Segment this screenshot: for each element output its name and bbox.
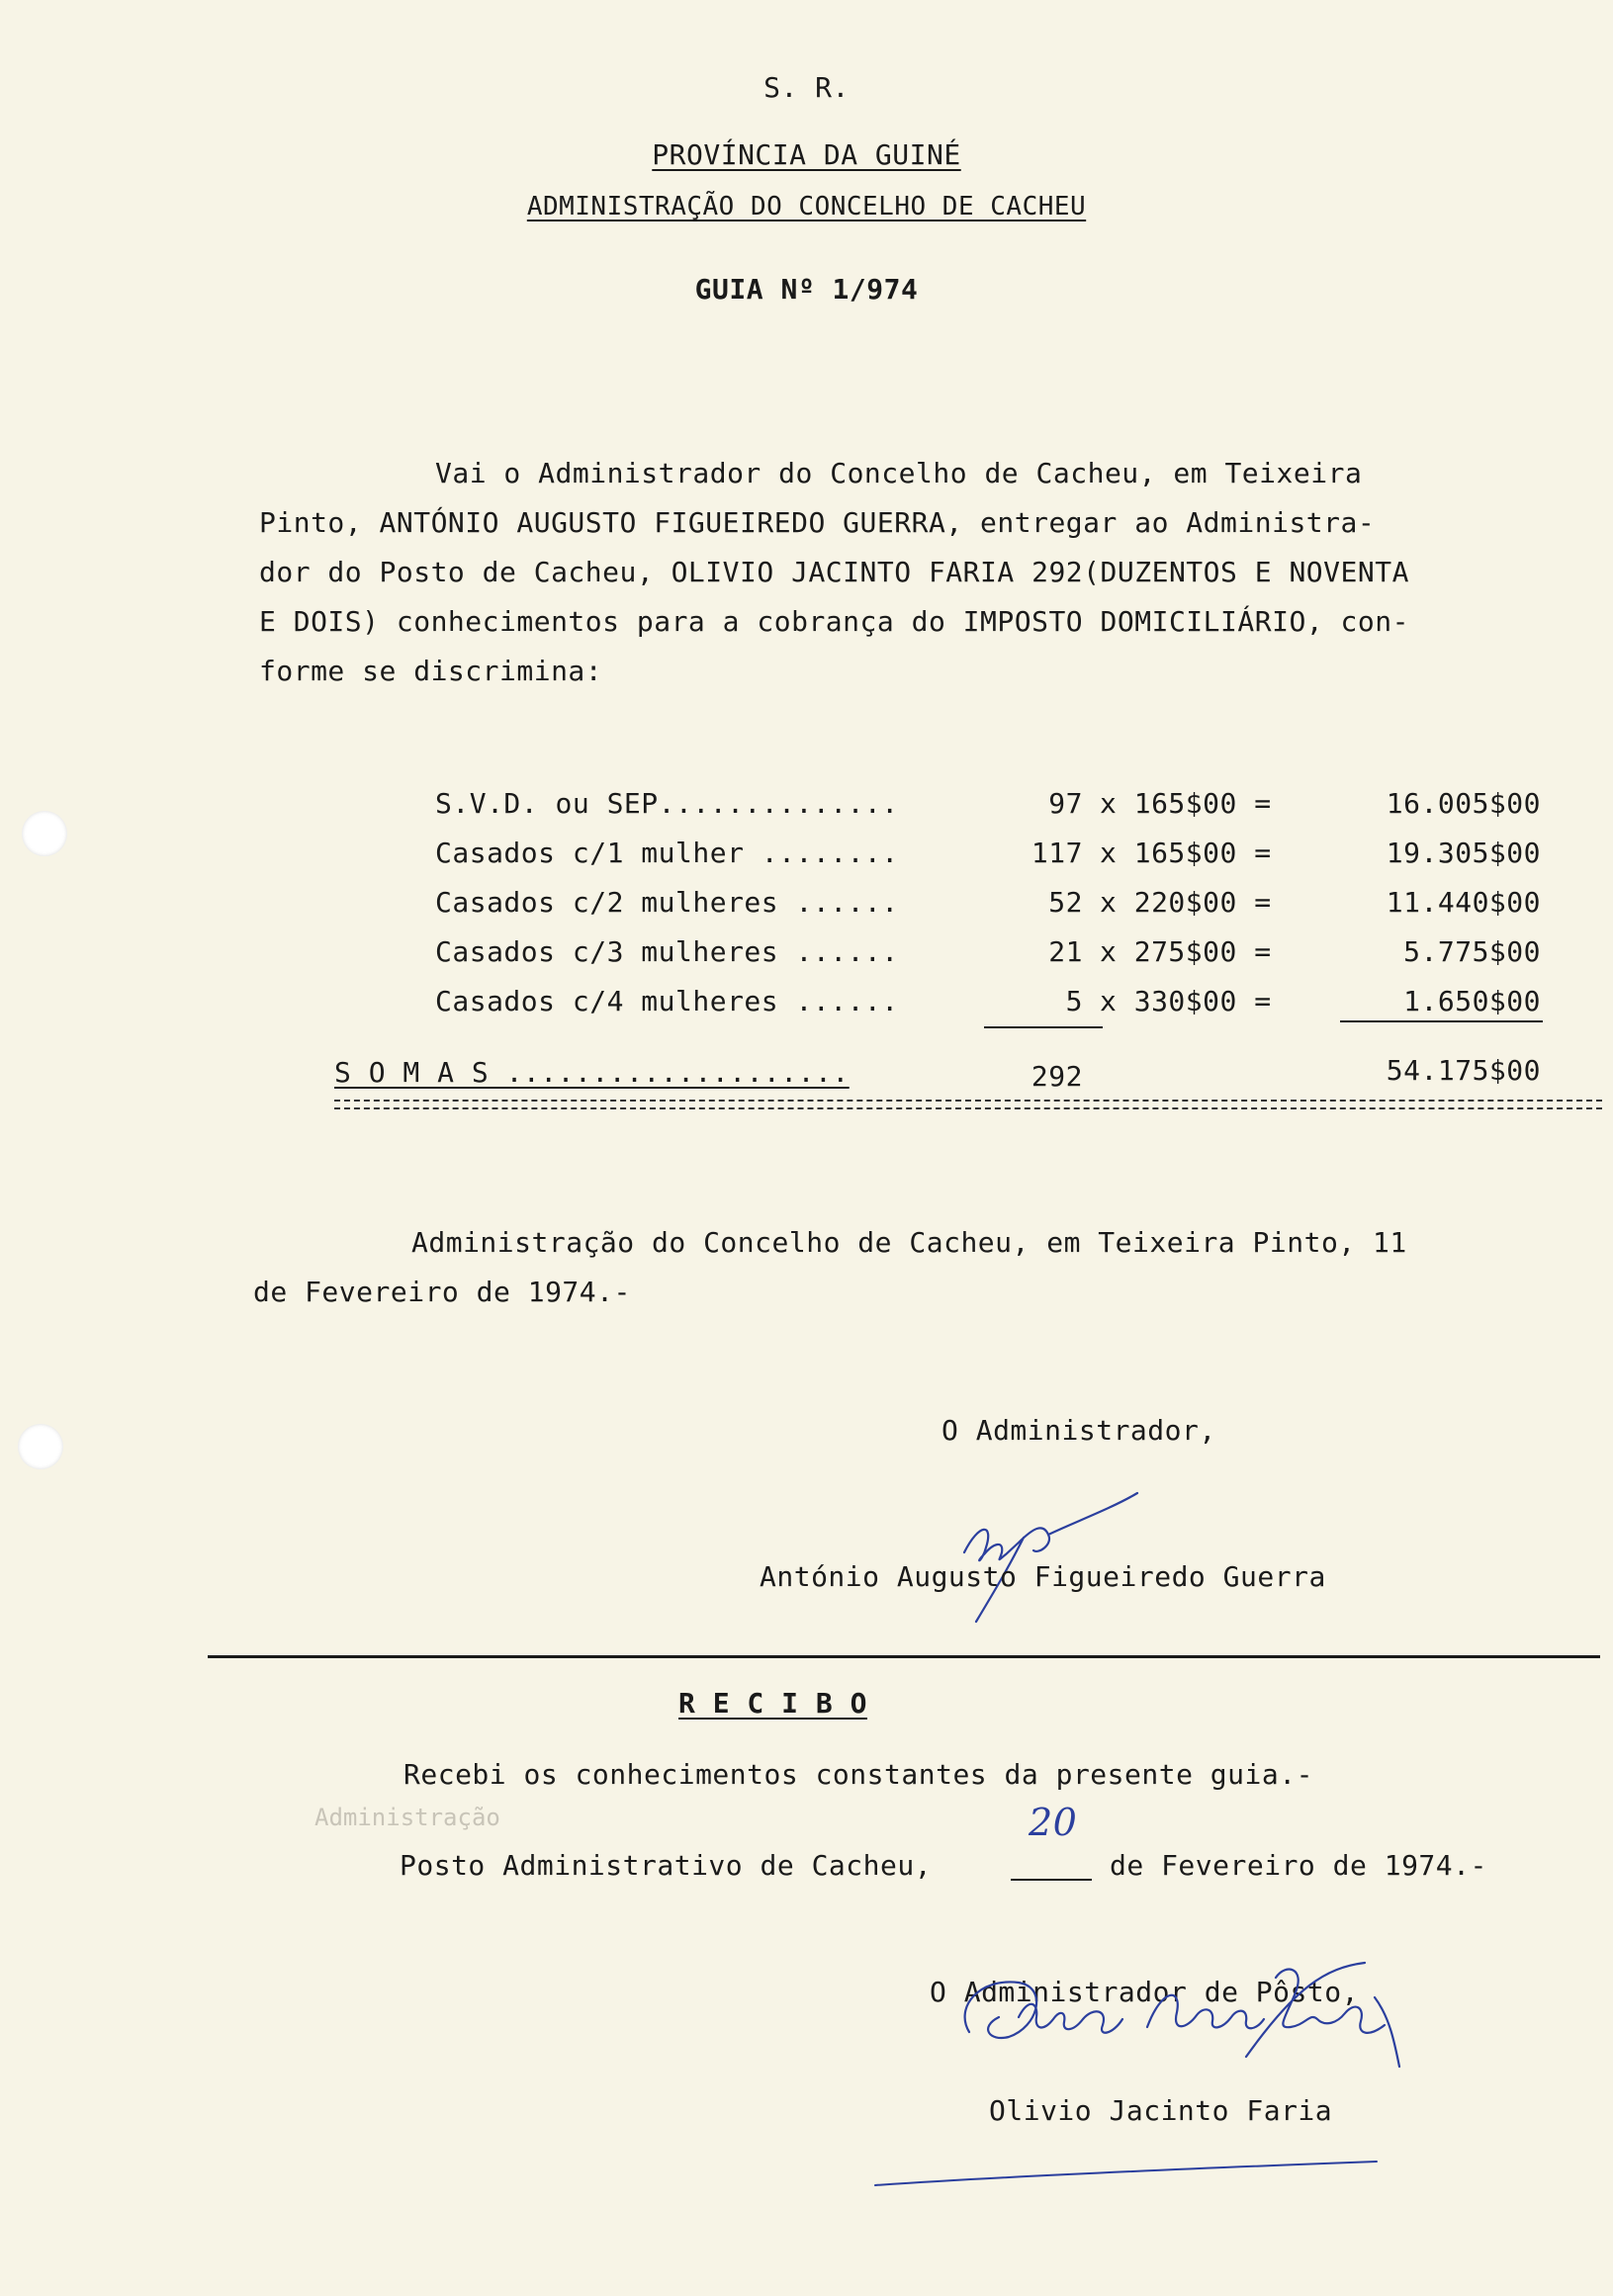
sums-qty: 292	[1031, 1060, 1083, 1093]
header-province: PROVÍNCIA DA GUINÉ	[652, 138, 961, 171]
guia-number: GUIA Nº 1/974	[694, 273, 919, 306]
row-total: 1.650$00	[1403, 985, 1541, 1017]
row-rate: x 165$00 =	[1100, 787, 1272, 820]
sums-label: S O M A S ....................	[334, 1056, 850, 1089]
receipt-line-2a: Posto Administrativo de Cacheu,	[400, 1849, 933, 1882]
administrator-name: António Augusto Figueiredo Guerra	[760, 1560, 1326, 1593]
row-rate: x 220$00 =	[1100, 886, 1272, 919]
body-line-4: E DOIS) conhecimentos para a cobrança do IMPOSTO DOMICILIÁRIO, con-	[259, 605, 1409, 638]
header-administration: ADMINISTRAÇÃO DO CONCELHO DE CACHEU	[526, 192, 1087, 221]
row-label: S.V.D. ou SEP..............	[435, 787, 899, 820]
row-qty: 52	[1048, 886, 1083, 919]
closing-line-2: de Fevereiro de 1974.-	[253, 1276, 631, 1308]
row-total: 5.775$00	[1403, 935, 1541, 968]
body-line-5: forme se discrimina:	[259, 655, 603, 687]
post-administrator-role: O Administrador de Pôsto,	[930, 1976, 1359, 2008]
row-label: Casados c/4 mulheres ......	[435, 985, 899, 1017]
receipt-day-handwritten: 20	[1029, 1801, 1078, 1844]
sums-double-rule	[334, 1100, 1602, 1109]
row-label: Casados c/1 mulher ........	[435, 837, 899, 869]
qty-subtotal-rule	[984, 1026, 1103, 1028]
row-rate: x 165$00 =	[1100, 837, 1272, 869]
body-line-1: Vai o Administrador do Concelho de Cacheu, em Teixeira	[435, 457, 1363, 489]
row-label: Casados c/3 mulheres ......	[435, 935, 899, 968]
row-qty: 21	[1048, 935, 1083, 968]
body-line-2: Pinto, ANTÓNIO AUGUSTO FIGUEIREDO GUERRA, entregar ao Administra-	[259, 506, 1376, 539]
row-qty: 97	[1048, 787, 1083, 820]
post-administrator-signature	[949, 1958, 1424, 2076]
row-total: 16.005$00	[1386, 787, 1541, 820]
row-label: Casados c/2 mulheres ......	[435, 886, 899, 919]
receipt-line-2b: de Fevereiro de 1974.-	[1110, 1849, 1487, 1882]
row-qty: 117	[1031, 837, 1083, 869]
row-rate: x 330$00 =	[1100, 985, 1272, 1017]
total-subtotal-rule	[1340, 1020, 1543, 1022]
punch-hole-top	[22, 811, 67, 856]
administrator-role: O Administrador,	[941, 1414, 1216, 1447]
receipt-line-1: Recebi os conhecimentos constantes da presente guia.-	[403, 1758, 1313, 1791]
closing-line-1: Administração do Concelho de Cacheu, em Teixeira Pinto, 11	[411, 1226, 1407, 1259]
row-total: 11.440$00	[1386, 886, 1541, 919]
day-blank-line	[1011, 1879, 1092, 1881]
body-line-3: dor do Posto de Cacheu, OLIVIO JACINTO FARIA 292(DUZENTOS E NOVENTA	[259, 556, 1409, 588]
row-total: 19.305$00	[1386, 837, 1541, 869]
row-rate: x 275$00 =	[1100, 935, 1272, 968]
administrator-signature	[925, 1483, 1182, 1632]
sums-total: 54.175$00	[1386, 1054, 1541, 1087]
section-divider	[208, 1655, 1600, 1658]
row-qty: 5	[1065, 985, 1083, 1017]
signature-underline-stroke	[870, 2154, 1385, 2193]
header-sr: S. R.	[763, 71, 850, 104]
receipt-title: R E C I B O	[678, 1687, 867, 1720]
punch-hole-bottom	[18, 1424, 63, 1469]
post-administrator-name: Olivio Jacinto Faria	[989, 2094, 1333, 2127]
faded-stamp-text: Administração	[314, 1804, 500, 1831]
